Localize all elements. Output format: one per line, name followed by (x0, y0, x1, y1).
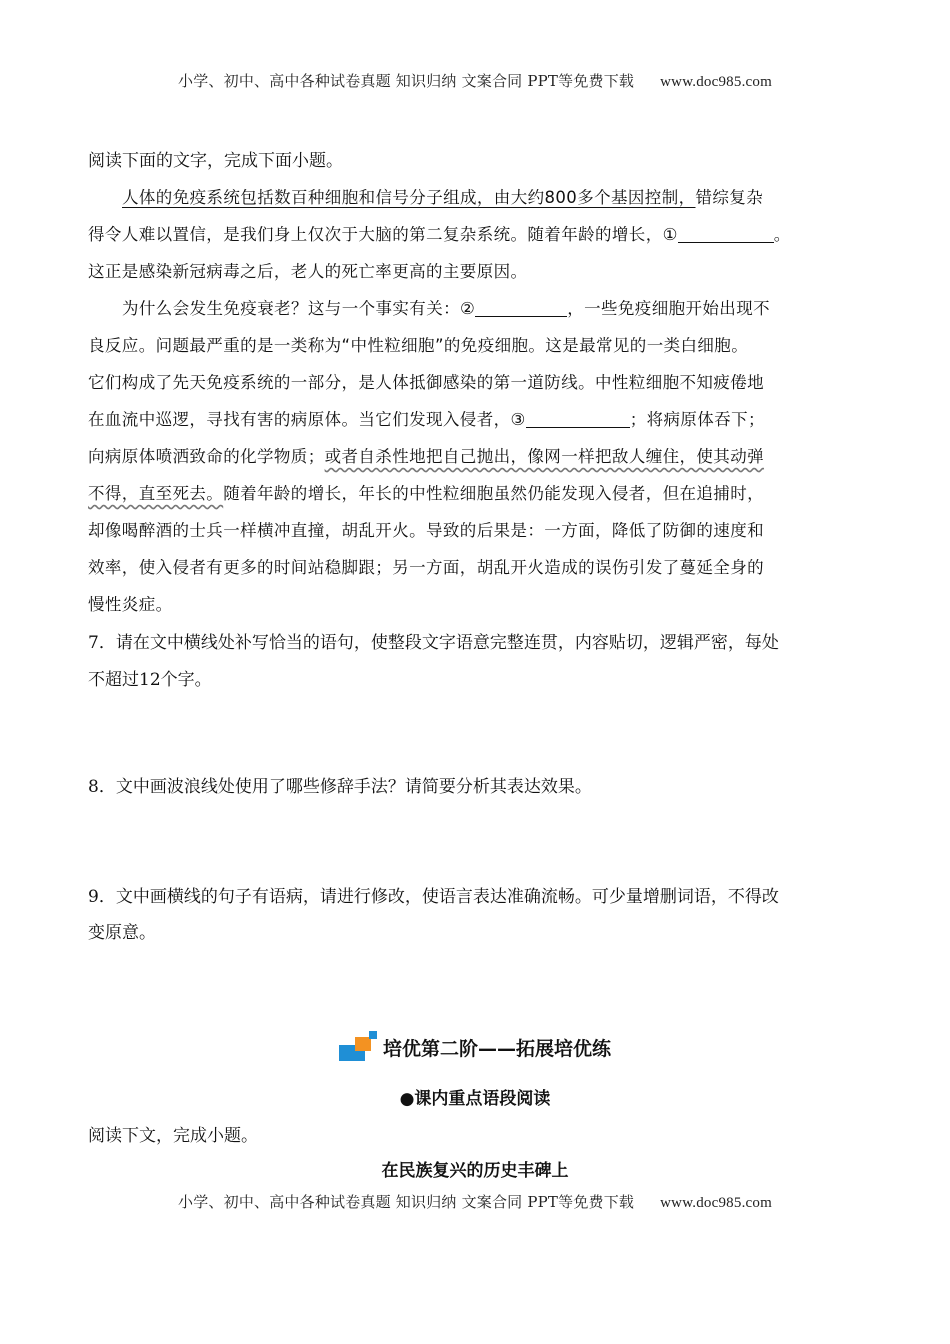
blank-2[interactable] (475, 298, 567, 317)
section-logo-icon (339, 1031, 379, 1063)
wavy-sentence: 不得，直至死去。 (88, 484, 224, 503)
header-text: 小学、初中、高中各种试卷真题 知识归纳 文案合同 PPT等免费下载 (178, 72, 635, 90)
passage-line: 得令人难以置信，是我们身上仅次于大脑的第二复杂系统。随着年龄的增长，① 。 (88, 225, 791, 244)
section-title: 培优第二阶——拓展培优练 (0, 1031, 950, 1063)
passage-line: 却像喝醉酒的士兵一样横冲直撞，胡乱开火。导致的后果是：一方面，降低了防御的速度和 (88, 521, 764, 540)
article-title: 在民族复兴的历史丰碑上 (381, 1161, 569, 1181)
page-footer (0, 1191, 950, 1212)
passage-line: 慢性炎症。 (88, 595, 173, 614)
footer-site: www.doc985.com (660, 1195, 772, 1211)
passage-line: 向病原体喷洒致命的化学物质；或者自杀性地把自己抛出，像网一样把敌人缠住，使其动弹 (88, 447, 765, 466)
question-7-cont: 不超过12个字。 (88, 670, 212, 690)
question-7: 7．请在文中横线处补写恰当的语句，使整段文字语意完整连贯，内容贴切，逻辑严密，每处 (88, 633, 779, 653)
blank-1[interactable] (678, 224, 774, 243)
passage-line: 这正是感染新冠病毒之后，老人的死亡率更高的主要原因。 (88, 262, 528, 281)
question-8: 8．文中画波浪线处使用了哪些修辞手法？请简要分析其表达效果。 (88, 777, 592, 797)
passage-line: 不得，直至死去。随着年龄的增长，年长的中性粒细胞虽然仍能发现入侵者，但在追捕时， (88, 484, 765, 503)
header-site: www.doc985.com (660, 74, 772, 90)
passage-line: 它们构成了先天免疫系统的一部分，是人体抵御感染的第一道防线。中性粒细胞不知疲倦地 (88, 373, 764, 392)
underlined-sentence: 人体的免疫系统包括数百种细胞和信号分子组成，由大约800多个基因控制， (122, 188, 696, 207)
passage-line: 良反应。问题最严重的是一类称为“中性粒细胞”的免疫细胞。这是最常见的一类白细胞。 (88, 336, 749, 355)
passage-line: 效率，使入侵者有更多的时间站稳脚跟；另一方面，胡乱开火造成的误伤引发了蔓延全身的 (88, 558, 764, 577)
intro-instruction: 阅读下面的文字，完成下面小题。 (88, 151, 343, 171)
section-instruction: 阅读下文，完成小题。 (88, 1126, 258, 1146)
wavy-sentence: 或者自杀性地把自己抛出，像网一样把敌人缠住，使其动弹 (324, 447, 765, 466)
passage-line: 在血流中巡逻，寻找有害的病原体。当它们发现入侵者，③ ；将病原体吞下； (88, 410, 765, 429)
blank-3[interactable] (526, 409, 630, 428)
question-9: 9．文中画横线的句子有语病，请进行修改，使语言表达准确流畅。可少量增删词语，不得改 (88, 887, 779, 907)
footer-text: 小学、初中、高中各种试卷真题 知识归纳 文案合同 PPT等免费下载 (178, 1193, 635, 1211)
question-9-cont: 变原意。 (88, 923, 156, 943)
passage-line: 人体的免疫系统包括数百种细胞和信号分子组成，由大约800多个基因控制，错综复杂 (122, 188, 764, 207)
section-subtitle: ●课内重点语段阅读 (399, 1089, 551, 1109)
passage-line: 为什么会发生免疫衰老？这与一个事实有关：② ，一些免疫细胞开始出现不 (122, 299, 771, 318)
page-header (0, 70, 950, 91)
